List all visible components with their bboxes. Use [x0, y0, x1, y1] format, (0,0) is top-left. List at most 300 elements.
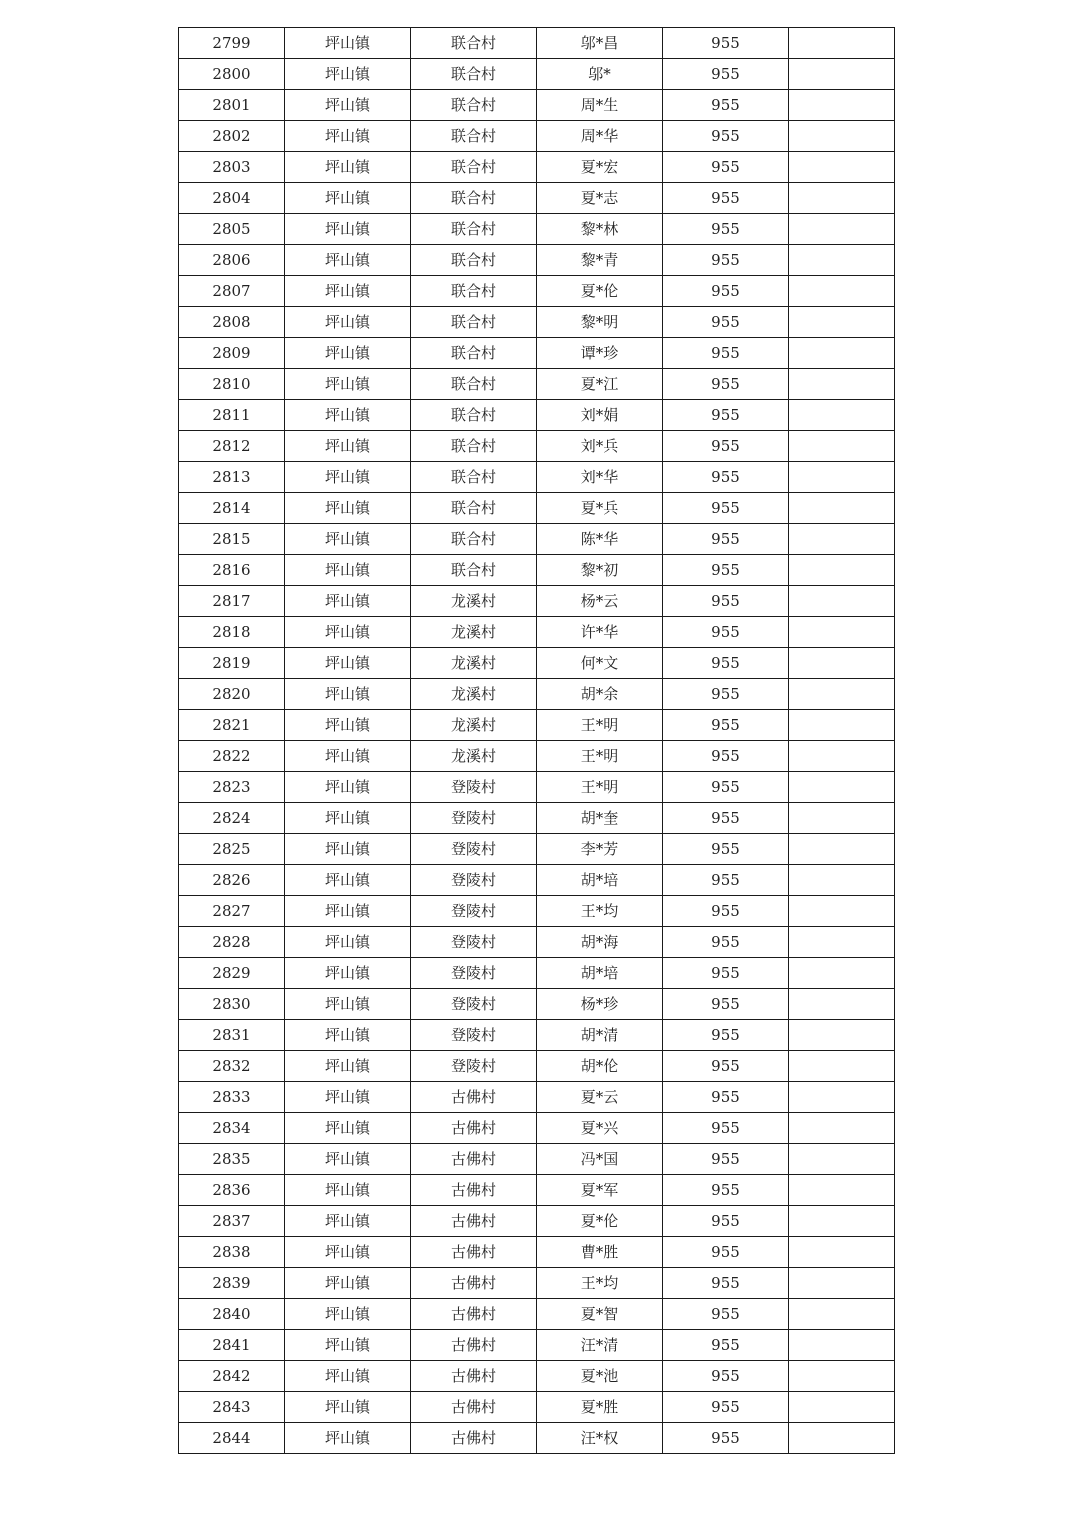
row-number-cell: 2804 [179, 183, 285, 214]
amount-cell: 955 [663, 958, 789, 989]
row-number-cell: 2835 [179, 1144, 285, 1175]
name-cell: 胡*奎 [537, 803, 663, 834]
village-cell: 联合村 [411, 369, 537, 400]
amount-cell: 955 [663, 586, 789, 617]
village-cell: 联合村 [411, 59, 537, 90]
table-row [179, 338, 895, 369]
village-cell: 联合村 [411, 400, 537, 431]
town-cell: 坪山镇 [285, 803, 411, 834]
row-number-cell: 2807 [179, 276, 285, 307]
table-row [179, 617, 895, 648]
village-cell: 联合村 [411, 214, 537, 245]
town-cell: 坪山镇 [285, 617, 411, 648]
village-cell: 登陵村 [411, 958, 537, 989]
amount-cell: 955 [663, 555, 789, 586]
table-row [179, 710, 895, 741]
name-cell: 黎*林 [537, 214, 663, 245]
note-cell [789, 462, 895, 493]
note-cell [789, 1330, 895, 1361]
village-cell: 登陵村 [411, 1051, 537, 1082]
name-cell: 黎*明 [537, 307, 663, 338]
name-cell: 胡*培 [537, 865, 663, 896]
row-number-cell: 2800 [179, 59, 285, 90]
table-row [179, 59, 895, 90]
note-cell [789, 431, 895, 462]
note-cell [789, 307, 895, 338]
name-cell: 周*生 [537, 90, 663, 121]
village-cell: 联合村 [411, 462, 537, 493]
amount-cell: 955 [663, 617, 789, 648]
town-cell: 坪山镇 [285, 1020, 411, 1051]
name-cell: 夏*兴 [537, 1113, 663, 1144]
amount-cell: 955 [663, 772, 789, 803]
name-cell: 夏*池 [537, 1361, 663, 1392]
note-cell [789, 1113, 895, 1144]
town-cell: 坪山镇 [285, 710, 411, 741]
name-cell: 夏*胜 [537, 1392, 663, 1423]
table-row [179, 214, 895, 245]
town-cell: 坪山镇 [285, 586, 411, 617]
table-row [179, 1361, 895, 1392]
town-cell: 坪山镇 [285, 307, 411, 338]
amount-cell: 955 [663, 183, 789, 214]
village-cell: 登陵村 [411, 803, 537, 834]
village-cell: 古佛村 [411, 1299, 537, 1330]
table-row [179, 958, 895, 989]
amount-cell: 955 [663, 865, 789, 896]
row-number-cell: 2824 [179, 803, 285, 834]
town-cell: 坪山镇 [285, 555, 411, 586]
row-number-cell: 2828 [179, 927, 285, 958]
amount-cell: 955 [663, 524, 789, 555]
table-row [179, 1330, 895, 1361]
name-cell: 汪*权 [537, 1423, 663, 1454]
row-number-cell: 2814 [179, 493, 285, 524]
town-cell: 坪山镇 [285, 59, 411, 90]
village-cell: 古佛村 [411, 1082, 537, 1113]
note-cell [789, 648, 895, 679]
name-cell: 胡*海 [537, 927, 663, 958]
table-row [179, 1206, 895, 1237]
village-cell: 古佛村 [411, 1175, 537, 1206]
town-cell: 坪山镇 [285, 1206, 411, 1237]
village-cell: 联合村 [411, 28, 537, 59]
table-row [179, 1144, 895, 1175]
amount-cell: 955 [663, 1206, 789, 1237]
village-cell: 联合村 [411, 121, 537, 152]
table-row [179, 276, 895, 307]
village-cell: 联合村 [411, 493, 537, 524]
row-number-cell: 2820 [179, 679, 285, 710]
amount-cell: 955 [663, 1268, 789, 1299]
amount-cell: 955 [663, 1082, 789, 1113]
table-row [179, 1237, 895, 1268]
table-row [179, 989, 895, 1020]
table-row [179, 1020, 895, 1051]
town-cell: 坪山镇 [285, 1082, 411, 1113]
note-cell [789, 679, 895, 710]
note-cell [789, 710, 895, 741]
name-cell: 夏*伦 [537, 276, 663, 307]
village-cell: 龙溪村 [411, 586, 537, 617]
table-row [179, 493, 895, 524]
name-cell: 夏*志 [537, 183, 663, 214]
table-row [179, 183, 895, 214]
name-cell: 黎*青 [537, 245, 663, 276]
table-row [179, 927, 895, 958]
row-number-cell: 2812 [179, 431, 285, 462]
table-row [179, 1423, 895, 1454]
row-number-cell: 2799 [179, 28, 285, 59]
village-cell: 古佛村 [411, 1392, 537, 1423]
name-cell: 杨*云 [537, 586, 663, 617]
town-cell: 坪山镇 [285, 1361, 411, 1392]
table-row [179, 741, 895, 772]
village-cell: 联合村 [411, 431, 537, 462]
table-row [179, 1051, 895, 1082]
note-cell [789, 1051, 895, 1082]
village-cell: 古佛村 [411, 1361, 537, 1392]
town-cell: 坪山镇 [285, 28, 411, 59]
town-cell: 坪山镇 [285, 648, 411, 679]
village-cell: 联合村 [411, 338, 537, 369]
roster-table [178, 27, 895, 1454]
town-cell: 坪山镇 [285, 1268, 411, 1299]
town-cell: 坪山镇 [285, 121, 411, 152]
row-number-cell: 2834 [179, 1113, 285, 1144]
row-number-cell: 2808 [179, 307, 285, 338]
note-cell [789, 338, 895, 369]
note-cell [789, 772, 895, 803]
amount-cell: 955 [663, 59, 789, 90]
town-cell: 坪山镇 [285, 90, 411, 121]
town-cell: 坪山镇 [285, 400, 411, 431]
table-row [179, 1392, 895, 1423]
note-cell [789, 214, 895, 245]
table-row [179, 90, 895, 121]
name-cell: 王*均 [537, 1268, 663, 1299]
note-cell [789, 1423, 895, 1454]
name-cell: 王*明 [537, 710, 663, 741]
name-cell: 王*均 [537, 896, 663, 927]
name-cell: 刘*娟 [537, 400, 663, 431]
name-cell: 王*明 [537, 772, 663, 803]
village-cell: 联合村 [411, 183, 537, 214]
table-row [179, 865, 895, 896]
amount-cell: 955 [663, 803, 789, 834]
name-cell: 夏*智 [537, 1299, 663, 1330]
amount-cell: 955 [663, 400, 789, 431]
village-cell: 联合村 [411, 152, 537, 183]
amount-cell: 955 [663, 1299, 789, 1330]
name-cell: 王*明 [537, 741, 663, 772]
name-cell: 许*华 [537, 617, 663, 648]
town-cell: 坪山镇 [285, 369, 411, 400]
row-number-cell: 2833 [179, 1082, 285, 1113]
amount-cell: 955 [663, 28, 789, 59]
name-cell: 李*芳 [537, 834, 663, 865]
note-cell [789, 1206, 895, 1237]
name-cell: 邬*昌 [537, 28, 663, 59]
note-cell [789, 617, 895, 648]
note-cell [789, 183, 895, 214]
table-row [179, 431, 895, 462]
table-row [179, 1268, 895, 1299]
name-cell: 刘*兵 [537, 431, 663, 462]
table-row [179, 555, 895, 586]
name-cell: 周*华 [537, 121, 663, 152]
table-row [179, 245, 895, 276]
note-cell [789, 59, 895, 90]
amount-cell: 955 [663, 1113, 789, 1144]
row-number-cell: 2817 [179, 586, 285, 617]
amount-cell: 955 [663, 431, 789, 462]
village-cell: 古佛村 [411, 1423, 537, 1454]
village-cell: 古佛村 [411, 1144, 537, 1175]
note-cell [789, 1175, 895, 1206]
name-cell: 胡*余 [537, 679, 663, 710]
name-cell: 胡*伦 [537, 1051, 663, 1082]
row-number-cell: 2816 [179, 555, 285, 586]
row-number-cell: 2827 [179, 896, 285, 927]
name-cell: 汪*清 [537, 1330, 663, 1361]
row-number-cell: 2802 [179, 121, 285, 152]
town-cell: 坪山镇 [285, 524, 411, 555]
row-number-cell: 2813 [179, 462, 285, 493]
village-cell: 登陵村 [411, 989, 537, 1020]
town-cell: 坪山镇 [285, 1051, 411, 1082]
note-cell [789, 524, 895, 555]
village-cell: 联合村 [411, 307, 537, 338]
row-number-cell: 2809 [179, 338, 285, 369]
village-cell: 联合村 [411, 524, 537, 555]
row-number-cell: 2815 [179, 524, 285, 555]
note-cell [789, 834, 895, 865]
amount-cell: 955 [663, 121, 789, 152]
village-cell: 登陵村 [411, 1020, 537, 1051]
row-number-cell: 2836 [179, 1175, 285, 1206]
row-number-cell: 2801 [179, 90, 285, 121]
amount-cell: 955 [663, 369, 789, 400]
amount-cell: 955 [663, 1361, 789, 1392]
village-cell: 龙溪村 [411, 679, 537, 710]
town-cell: 坪山镇 [285, 1175, 411, 1206]
town-cell: 坪山镇 [285, 245, 411, 276]
village-cell: 登陵村 [411, 772, 537, 803]
amount-cell: 955 [663, 679, 789, 710]
table-row [179, 586, 895, 617]
name-cell: 冯*国 [537, 1144, 663, 1175]
row-number-cell: 2811 [179, 400, 285, 431]
table-row [179, 400, 895, 431]
village-cell: 古佛村 [411, 1237, 537, 1268]
amount-cell: 955 [663, 1392, 789, 1423]
amount-cell: 955 [663, 152, 789, 183]
village-cell: 古佛村 [411, 1330, 537, 1361]
amount-cell: 955 [663, 710, 789, 741]
amount-cell: 955 [663, 307, 789, 338]
note-cell [789, 90, 895, 121]
note-cell [789, 28, 895, 59]
row-number-cell: 2844 [179, 1423, 285, 1454]
note-cell [789, 586, 895, 617]
name-cell: 胡*清 [537, 1020, 663, 1051]
table-row [179, 1082, 895, 1113]
amount-cell: 955 [663, 1051, 789, 1082]
row-number-cell: 2839 [179, 1268, 285, 1299]
village-cell: 登陵村 [411, 865, 537, 896]
note-cell [789, 803, 895, 834]
village-cell: 龙溪村 [411, 617, 537, 648]
amount-cell: 955 [663, 276, 789, 307]
note-cell [789, 1144, 895, 1175]
row-number-cell: 2829 [179, 958, 285, 989]
village-cell: 古佛村 [411, 1206, 537, 1237]
town-cell: 坪山镇 [285, 1144, 411, 1175]
note-cell [789, 865, 895, 896]
row-number-cell: 2825 [179, 834, 285, 865]
name-cell: 陈*华 [537, 524, 663, 555]
town-cell: 坪山镇 [285, 679, 411, 710]
name-cell: 邬* [537, 59, 663, 90]
note-cell [789, 276, 895, 307]
note-cell [789, 152, 895, 183]
note-cell [789, 1020, 895, 1051]
row-number-cell: 2832 [179, 1051, 285, 1082]
table-row [179, 524, 895, 555]
town-cell: 坪山镇 [285, 1423, 411, 1454]
village-cell: 龙溪村 [411, 710, 537, 741]
row-number-cell: 2806 [179, 245, 285, 276]
name-cell: 夏*军 [537, 1175, 663, 1206]
note-cell [789, 493, 895, 524]
name-cell: 何*文 [537, 648, 663, 679]
town-cell: 坪山镇 [285, 741, 411, 772]
table-row [179, 121, 895, 152]
name-cell: 胡*培 [537, 958, 663, 989]
amount-cell: 955 [663, 1144, 789, 1175]
row-number-cell: 2805 [179, 214, 285, 245]
name-cell: 刘*华 [537, 462, 663, 493]
table-row [179, 1113, 895, 1144]
amount-cell: 955 [663, 214, 789, 245]
village-cell: 联合村 [411, 555, 537, 586]
note-cell [789, 400, 895, 431]
village-cell: 古佛村 [411, 1268, 537, 1299]
table-row [179, 803, 895, 834]
row-number-cell: 2818 [179, 617, 285, 648]
amount-cell: 955 [663, 1020, 789, 1051]
town-cell: 坪山镇 [285, 834, 411, 865]
table-row [179, 896, 895, 927]
village-cell: 龙溪村 [411, 648, 537, 679]
town-cell: 坪山镇 [285, 896, 411, 927]
table-row [179, 369, 895, 400]
row-number-cell: 2830 [179, 989, 285, 1020]
village-cell: 古佛村 [411, 1113, 537, 1144]
note-cell [789, 245, 895, 276]
town-cell: 坪山镇 [285, 1330, 411, 1361]
name-cell: 夏*江 [537, 369, 663, 400]
village-cell: 登陵村 [411, 927, 537, 958]
amount-cell: 955 [663, 462, 789, 493]
village-cell: 联合村 [411, 90, 537, 121]
row-number-cell: 2823 [179, 772, 285, 803]
town-cell: 坪山镇 [285, 183, 411, 214]
name-cell: 曹*胜 [537, 1237, 663, 1268]
note-cell [789, 555, 895, 586]
note-cell [789, 927, 895, 958]
village-cell: 登陵村 [411, 834, 537, 865]
row-number-cell: 2831 [179, 1020, 285, 1051]
note-cell [789, 121, 895, 152]
town-cell: 坪山镇 [285, 214, 411, 245]
row-number-cell: 2819 [179, 648, 285, 679]
row-number-cell: 2826 [179, 865, 285, 896]
town-cell: 坪山镇 [285, 1299, 411, 1330]
amount-cell: 955 [663, 493, 789, 524]
town-cell: 坪山镇 [285, 1237, 411, 1268]
town-cell: 坪山镇 [285, 493, 411, 524]
name-cell: 夏*兵 [537, 493, 663, 524]
amount-cell: 955 [663, 896, 789, 927]
amount-cell: 955 [663, 1175, 789, 1206]
amount-cell: 955 [663, 1423, 789, 1454]
amount-cell: 955 [663, 648, 789, 679]
row-number-cell: 2842 [179, 1361, 285, 1392]
row-number-cell: 2840 [179, 1299, 285, 1330]
amount-cell: 955 [663, 1237, 789, 1268]
table-row [179, 679, 895, 710]
name-cell: 夏*伦 [537, 1206, 663, 1237]
village-cell: 联合村 [411, 245, 537, 276]
town-cell: 坪山镇 [285, 772, 411, 803]
note-cell [789, 989, 895, 1020]
table-row [179, 28, 895, 59]
name-cell: 夏*宏 [537, 152, 663, 183]
table-row [179, 152, 895, 183]
note-cell [789, 1392, 895, 1423]
amount-cell: 955 [663, 90, 789, 121]
note-cell [789, 1299, 895, 1330]
town-cell: 坪山镇 [285, 1392, 411, 1423]
row-number-cell: 2837 [179, 1206, 285, 1237]
note-cell [789, 1237, 895, 1268]
name-cell: 黎*初 [537, 555, 663, 586]
amount-cell: 955 [663, 834, 789, 865]
note-cell [789, 369, 895, 400]
row-number-cell: 2810 [179, 369, 285, 400]
amount-cell: 955 [663, 245, 789, 276]
town-cell: 坪山镇 [285, 152, 411, 183]
table-row [179, 772, 895, 803]
row-number-cell: 2821 [179, 710, 285, 741]
table-row [179, 648, 895, 679]
note-cell [789, 1268, 895, 1299]
row-number-cell: 2838 [179, 1237, 285, 1268]
table-row [179, 462, 895, 493]
table-row [179, 307, 895, 338]
town-cell: 坪山镇 [285, 276, 411, 307]
village-cell: 登陵村 [411, 896, 537, 927]
roster-table-body [179, 28, 895, 1454]
town-cell: 坪山镇 [285, 431, 411, 462]
table-row [179, 1175, 895, 1206]
town-cell: 坪山镇 [285, 338, 411, 369]
amount-cell: 955 [663, 741, 789, 772]
note-cell [789, 958, 895, 989]
table-row [179, 1299, 895, 1330]
